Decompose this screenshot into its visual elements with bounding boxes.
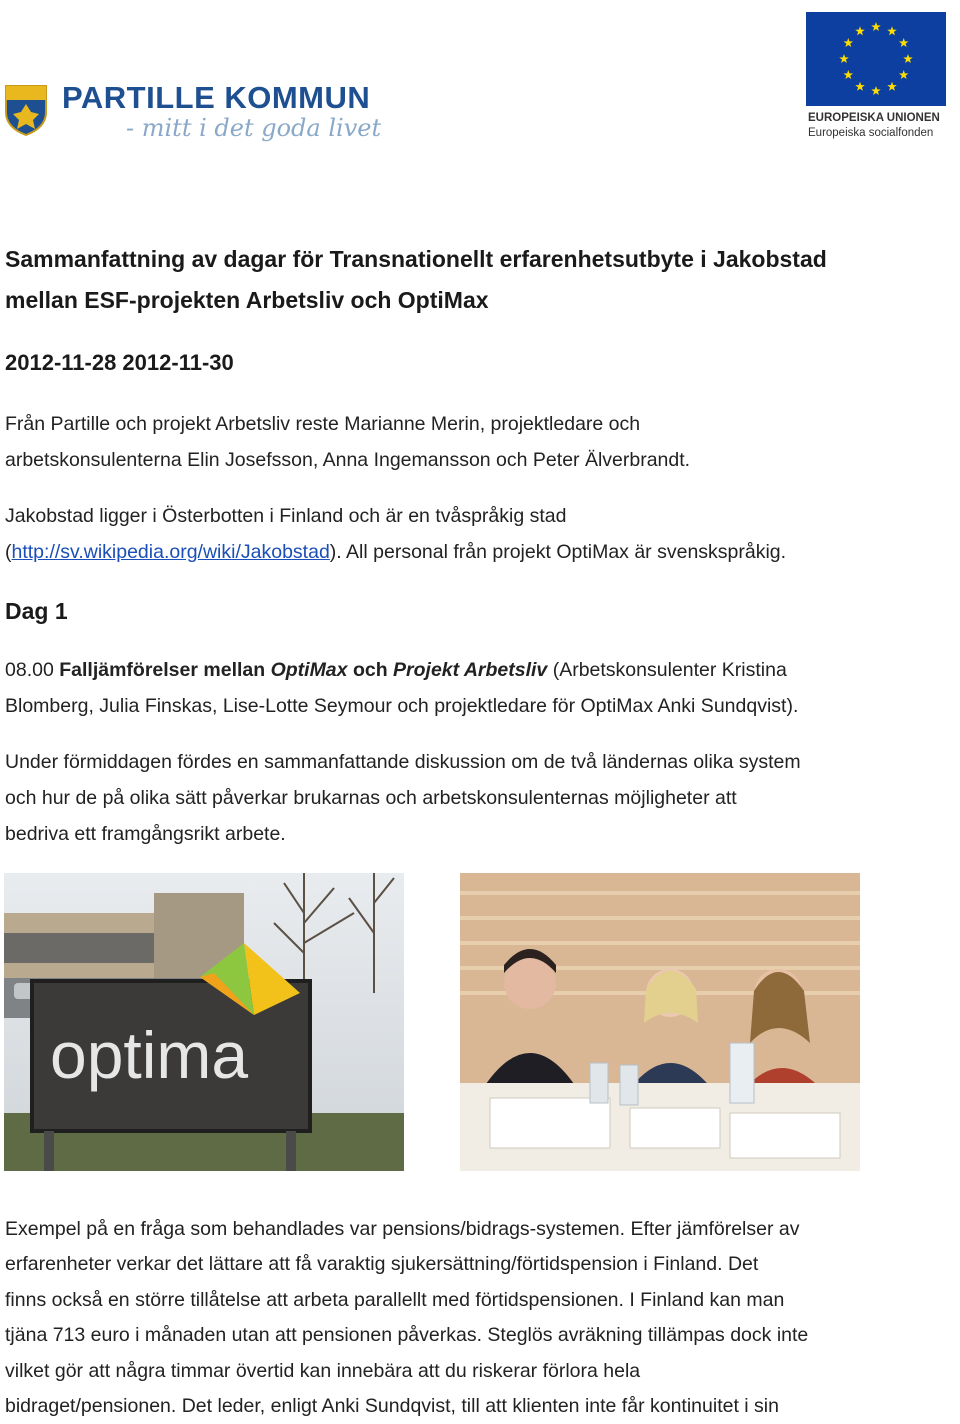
optima-sign-photo bbox=[4, 873, 404, 1171]
text-line: Exempel på en fråga som behandlades var pensions/bidrags-systemen. Efter jämförelser av bbox=[5, 1218, 800, 1240]
project-optimax: OptiMax bbox=[270, 659, 348, 681]
meeting-paragraph bbox=[5, 652, 955, 724]
meeting-time: 08.00 bbox=[5, 659, 54, 681]
project-arbetsliv: Projekt Arbetsliv bbox=[393, 659, 548, 681]
sign-text: optima bbox=[50, 1018, 249, 1092]
text-line: Under förmiddagen fördes en sammanfattande diskussion om de två ländernas olika system bbox=[5, 751, 801, 773]
eu-logo bbox=[806, 12, 948, 142]
title-line: mellan ESF-projekten Arbetsliv och OptiMax bbox=[5, 287, 489, 313]
esf-label: Europeiska socialfonden bbox=[808, 127, 934, 139]
meeting-photo bbox=[460, 873, 860, 1171]
document-title bbox=[5, 239, 955, 321]
kommun-name: PARTILLE KOMMUN bbox=[62, 80, 371, 115]
date-range bbox=[5, 350, 955, 376]
text-line: Från Partille och projekt Arbetsliv reste Marianne Merin, projektledare och bbox=[5, 413, 641, 435]
eu-flag-icon bbox=[806, 12, 946, 106]
intro-paragraph bbox=[5, 406, 955, 478]
text-line bbox=[5, 652, 955, 688]
text-line: arbetskonsulenterna Elin Josefsson, Anna Ingemansson och Peter Älverbrandt. bbox=[5, 449, 691, 471]
text-line: finns också en större tillåtelse att arbeta parallellt med förtidspensionen. I Finland kan man bbox=[5, 1288, 785, 1311]
text-line: och hur de på olika sätt påverkar brukarnas och arbetskonsulenternas möjligheter att bbox=[5, 787, 737, 809]
kommun-tagline: - mitt i det goda livet bbox=[126, 114, 382, 142]
partille-kommun-logo bbox=[4, 80, 382, 152]
wikipedia-link[interactable]: http://sv.wikipedia.org/wiki/Jakobstad bbox=[11, 541, 330, 563]
text-line: Jakobstad ligger i Österbotten i Finland och är en tvåspråkig stad bbox=[5, 505, 567, 527]
paren-open: ( bbox=[5, 541, 12, 563]
discussion-paragraph bbox=[5, 744, 955, 852]
meeting-participants: (Arbetskonsulenter Kristina bbox=[552, 659, 787, 681]
meeting-topic: Falljämförelser mellan bbox=[59, 659, 266, 681]
text-line: bidraget/pensionen. Det leder, enligt Anki Sundqvist, till att klienten inte får kontinuitet i sin bbox=[5, 1395, 779, 1418]
text-line: erfarenheter verkar det lättare att få varaktig sjukersättning/förtidspension i Finland. Det bbox=[5, 1253, 759, 1276]
day-heading: Dag 1 bbox=[5, 598, 68, 624]
text-line: bedriva ett framgångsrikt arbete. bbox=[5, 823, 286, 845]
text-line: Blomberg, Julia Finskas, Lise-Lotte Seymour och projektledare för OptiMax Anki Sundqvist). bbox=[5, 695, 799, 717]
text-line: tjäna 713 euro i månaden utan att pensionen påverkas. Steglös avräkning tillämpas dock inte bbox=[5, 1324, 809, 1347]
jakobstad-paragraph bbox=[5, 498, 955, 570]
example-paragraph bbox=[5, 1212, 955, 1424]
text-line: vilket gör att några timmar övertid kan innebära att du riskerar förlora hela bbox=[5, 1359, 641, 1382]
coat-of-arms-icon bbox=[4, 84, 48, 136]
meeting-and: och bbox=[352, 659, 388, 681]
text-line bbox=[5, 534, 955, 570]
title-line: Sammanfattning av dagar för Transnationellt erfarenhetsutbyte i Jakobstad bbox=[5, 246, 827, 272]
date-range-text: 2012-11-28 2012-11-30 bbox=[5, 350, 234, 375]
eu-label: EUROPEISKA UNIONEN bbox=[808, 112, 940, 124]
text-after-link: ). All personal från projekt OptiMax är svenskspråkig. bbox=[329, 541, 787, 563]
